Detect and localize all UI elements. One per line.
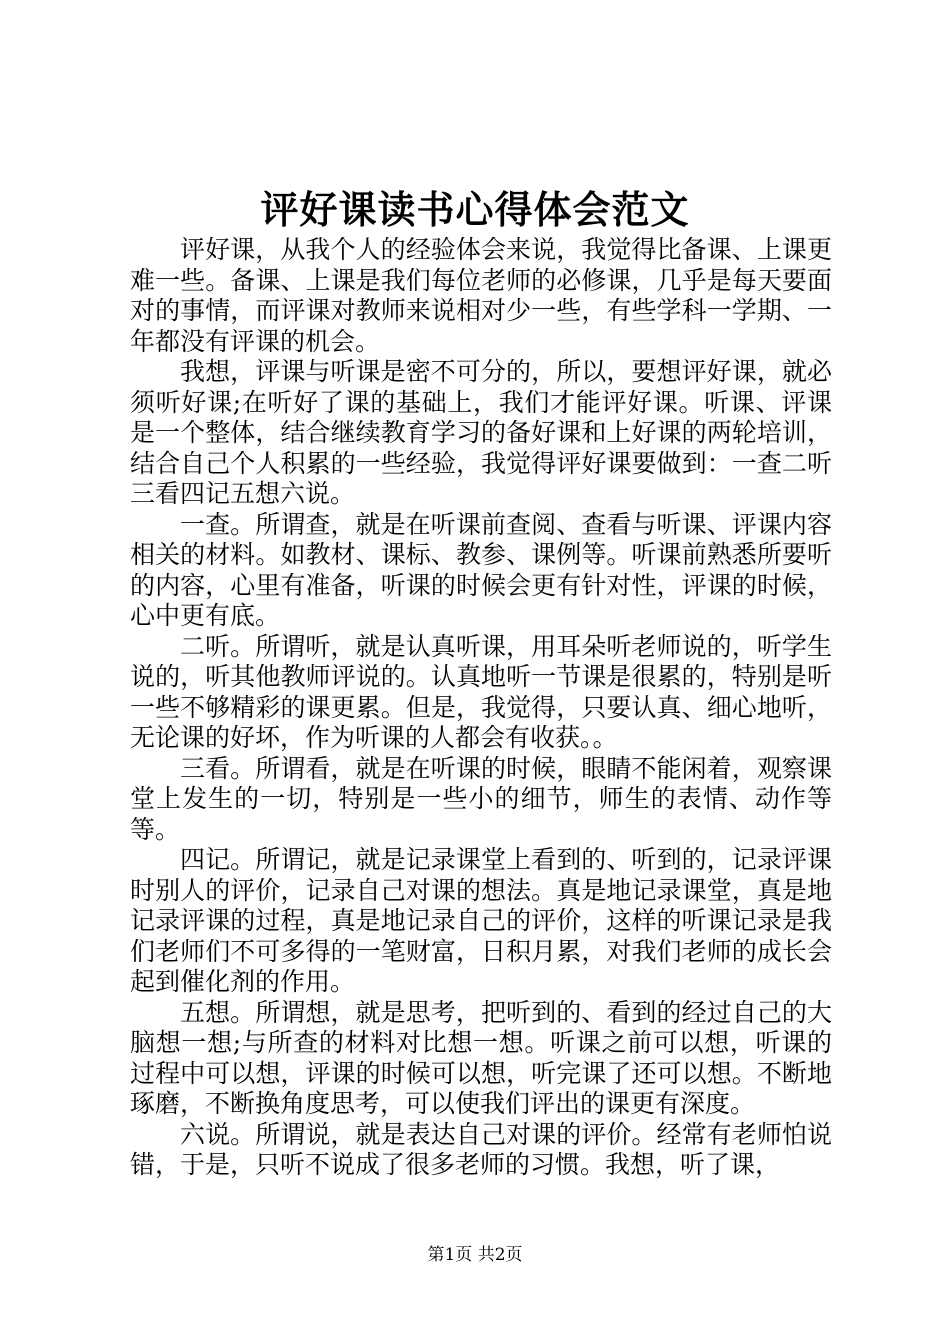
- document-title: 评好课读书心得体会范文: [260, 187, 690, 232]
- document-body: [130, 235, 832, 1181]
- paragraph-3: 一查。所谓查，就是在听课前查阅、查看与听课、评课内容相关的材料。如教材、课标、教参、课例等。听课前熟悉所要听的内容，心里有准备，听课的时候会更有针对性，评课的时候，心中更有底。: [130, 509, 832, 630]
- paragraph-2: 我想，评课与听课是密不可分的，所以，要想评好课，就必须听好课;在听好了课的基础上，我们才能评好课。听课、评课是一个整体，结合继续教育学习的备好课和上好课的两轮培训，结合自己个人积累的一些经验，我觉得评好课要做到：一查二听三看四记五想六说。: [130, 357, 832, 508]
- paragraph-7: 五想。所谓想，就是思考，把听到的、看到的经过自己的大脑想一想;与所查的材料对比想一想。听课之前可以想，听课的过程中可以想，评课的时候可以想，听完课了还可以想。不断地琢磨，不断换角度思考，可以使我们评出的课更有深度。: [130, 997, 832, 1118]
- paragraph-5: 三看。所谓看，就是在听课的时候，眼睛不能闲着，观察课堂上发生的一切，特别是一些小的细节，师生的表情、动作等等。: [130, 753, 832, 844]
- paragraph-4: 二听。所谓听，就是认真听课，用耳朵听老师说的，听学生说的，听其他教师评说的。认真地听一节课是很累的，特别是听一些不够精彩的课更累。但是，我觉得，只要认真、细心地听，无论课的好坏，作为听课的人都会有收获。。: [130, 631, 832, 752]
- paragraph-6: 四记。所谓记，就是记录课堂上看到的、听到的，记录评课时别人的评价，记录自己对课的想法。真是地记录课堂，真是地记录评课的过程，真是地记录自己的评价，这样的听课记录是我们老师们不可多得的一笔财富，日积月累，对我们老师的成长会起到催化剂的作用。: [130, 845, 832, 996]
- paragraph-1: 评好课，从我个人的经验体会来说，我觉得比备课、上课更难一些。备课、上课是我们每位老师的必修课，几乎是每天要面对的事情，而评课对教师来说相对少一些，有些学科一学期、一年都没有评课的机会。: [130, 235, 832, 356]
- page-number-footer: 第1页 共2页: [427, 1245, 523, 1265]
- paragraph-8: 六说。所谓说，就是表达自己对课的评价。经常有老师怕说错，于是，只听不说成了很多老师的习惯。我想，听了课，: [130, 1119, 832, 1179]
